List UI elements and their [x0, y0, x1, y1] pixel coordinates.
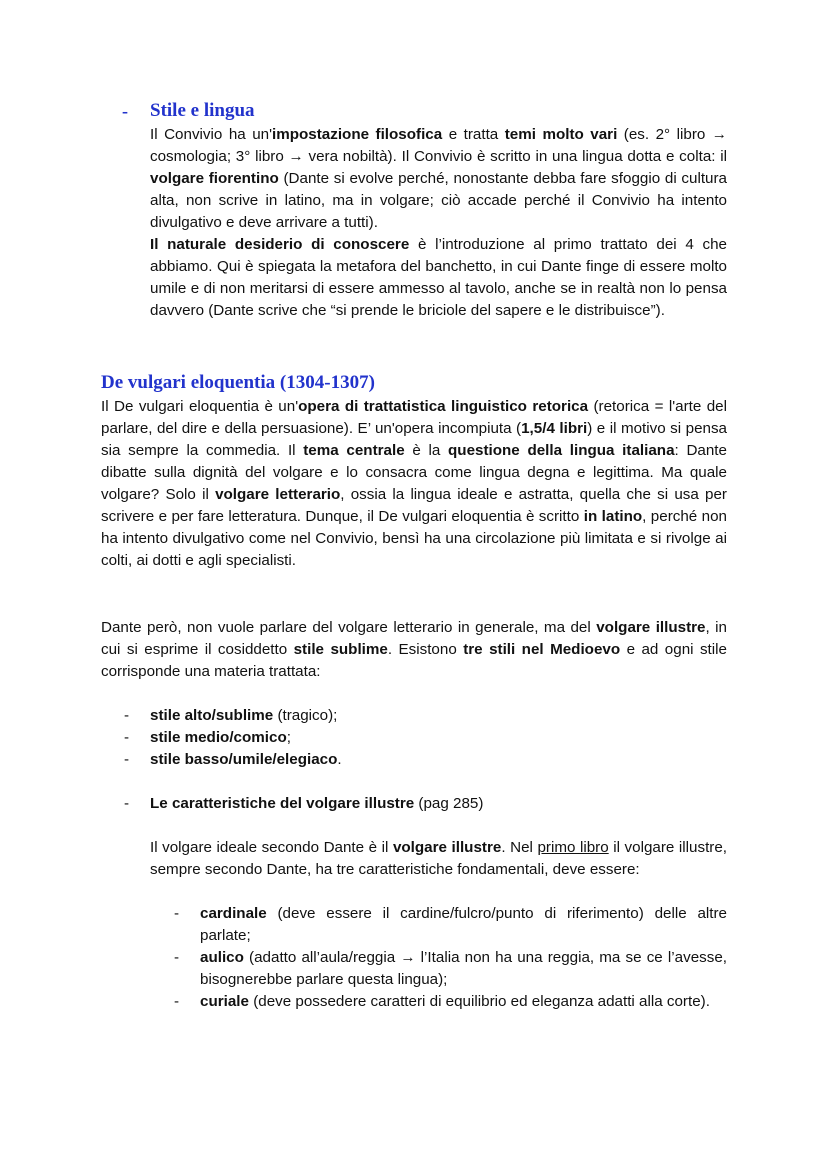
bold-text: stile basso/umile/elegiaco	[150, 751, 338, 768]
list-dash: -	[124, 795, 130, 812]
list-dash: -	[124, 729, 130, 746]
list-item	[124, 727, 710, 749]
paragraph	[101, 617, 727, 683]
styles-list	[124, 705, 710, 771]
section-body-tre-stili	[101, 617, 727, 683]
paragraph	[101, 396, 727, 572]
bold-text: cardinale	[200, 905, 267, 922]
text-run: (deve possedere caratteri di equilibrio ed eleganza adatti alla corte).	[248, 993, 710, 1010]
text-run: , in cui si esprime il cosiddetto	[101, 619, 727, 658]
section-body-de-vulgari-eloquentia	[101, 396, 727, 572]
text-run: , ossia la lingua ideale e astratta, quella che si usa per scrivere e per fare letteratura. Dunque, il De vulgari eloquentia è scritto	[101, 486, 727, 525]
bold-text: questione della lingua italiana	[448, 442, 675, 459]
bold-text: opera di trattatistica linguistico retorica	[298, 398, 589, 415]
bold-text: stile medio/comico	[150, 729, 287, 746]
section-title-stile-e-lingua: Stile e lingua	[150, 100, 255, 121]
paragraph	[150, 234, 727, 322]
bold-text: stile alto/sublime	[150, 707, 274, 724]
text-run: Il volgare ideale secondo Dante è il	[150, 839, 393, 856]
section-body-stile-e-lingua	[150, 124, 727, 322]
list-dash: -	[124, 751, 130, 768]
underlined-text: primo libro	[537, 839, 609, 856]
text-run: . Nel	[501, 839, 538, 856]
text-run: (deve essere il cardine/fulcro/punto di riferimento) delle altre parlate;	[200, 905, 727, 944]
text-run: e ad ogni stile corrisponde una materia trattata:	[101, 641, 727, 680]
text-run: Dante però, non vuole parlare del volgare letterario in generale, ma del	[101, 619, 597, 636]
text-run: è l’introduzione al primo trattato dei 4 che abbiamo. Qui è spiegata la metafora del banchetto, in cui Dante finge di essere molto umile e di non meritarsi di essere ammesso al tavolo, anche se in realtà non lo pensa davvero (Dante scrive che “si prende le briciole del sapere e le distribuisce”).	[150, 236, 727, 319]
bold-text: in latino	[583, 508, 643, 525]
list-item	[174, 947, 727, 991]
text-run: Il Convivio ha un'	[150, 126, 272, 143]
bold-text: tema centrale	[303, 442, 405, 459]
bold-text: tre stili nel Medioevo	[463, 641, 621, 658]
bold-text: volgare letterario	[215, 486, 341, 503]
text-run: .	[337, 751, 342, 768]
bold-text: volgare fiorentino	[150, 170, 279, 187]
text-run: è la	[404, 442, 449, 459]
features-list	[174, 903, 727, 1013]
text-run: ) e il motivo si pensa sia sempre la commedia. Il	[101, 420, 727, 459]
bold-text: volgare illustre	[596, 619, 706, 636]
text-run: Il De vulgari eloquentia è un'	[101, 398, 299, 415]
subsection-heading-caratteristiche	[124, 793, 710, 815]
list-dash: -	[174, 949, 180, 966]
list-item	[174, 903, 727, 947]
text-run: (pag 285)	[414, 795, 484, 812]
text-run: , perché non ha intento divulgativo come nel Convivio, bensì ha una circolazione più limitata e si rivolge ai colti, ai dotti e agli specialisti.	[101, 508, 727, 569]
bold-text: temi molto vari	[504, 126, 618, 143]
text-run: : Dante dibatte sulla dignità del volgare e lo consacra come lingua degna e legittima. Ma quale volgare? Solo il	[101, 442, 727, 503]
list-item	[124, 793, 710, 815]
bold-text: 1,5/4 libri	[521, 420, 588, 437]
paragraph	[150, 124, 727, 234]
list-dash: -	[174, 905, 180, 922]
bold-text: volgare illustre	[392, 839, 502, 856]
text-run: ;	[286, 729, 291, 746]
section-title-de-vulgari-eloquentia: De vulgari eloquentia (1304-1307)	[101, 372, 375, 393]
bold-text: Il naturale desiderio di conoscere	[150, 236, 410, 253]
bold-text: aulico	[200, 949, 244, 966]
bold-text: Le caratteristiche del volgare illustre	[150, 795, 415, 812]
text-run: (tragico);	[273, 707, 338, 724]
list-item	[124, 705, 710, 727]
list-dash: -	[174, 993, 180, 1010]
text-run: (retorica = l'arte del parlare, del dire e della persuasione). E’ un'opera incompiuta (	[101, 398, 727, 437]
text-run: il volgare illustre, sempre secondo Dante, ha tre caratteristiche fondamentali, deve essere:	[150, 839, 728, 878]
text-run: e tratta	[442, 126, 505, 143]
bold-text: stile sublime	[293, 641, 388, 658]
text-run: . Esistono	[387, 641, 464, 658]
list-dash: -	[124, 707, 130, 724]
bold-text: impostazione filosofica	[272, 126, 443, 143]
paragraph	[150, 837, 727, 881]
list-item	[174, 991, 727, 1013]
text-run: (es. 2° libro → cosmologia; 3° libro → vera nobiltà). Il Convivio è scritto in una lingua dotta e colta: il	[150, 126, 727, 165]
text-run: (Dante si evolve perché, nonostante debba fare sfoggio di cultura alta, non scrive in latino, ma in volgare; ciò accade perché il Convivio ha intento divulgativo e deve arrivare a tutti).	[150, 170, 727, 231]
section-body-volgare-illustre	[150, 837, 727, 881]
bold-text: curiale	[200, 993, 249, 1010]
list-item	[124, 749, 710, 771]
section-bullet-dash: -	[122, 101, 128, 121]
text-run: (adatto all’aula/reggia → l’Italia non ha una reggia, ma se ce l’avesse, bisognerebbe parlare questa lingua);	[200, 949, 727, 988]
